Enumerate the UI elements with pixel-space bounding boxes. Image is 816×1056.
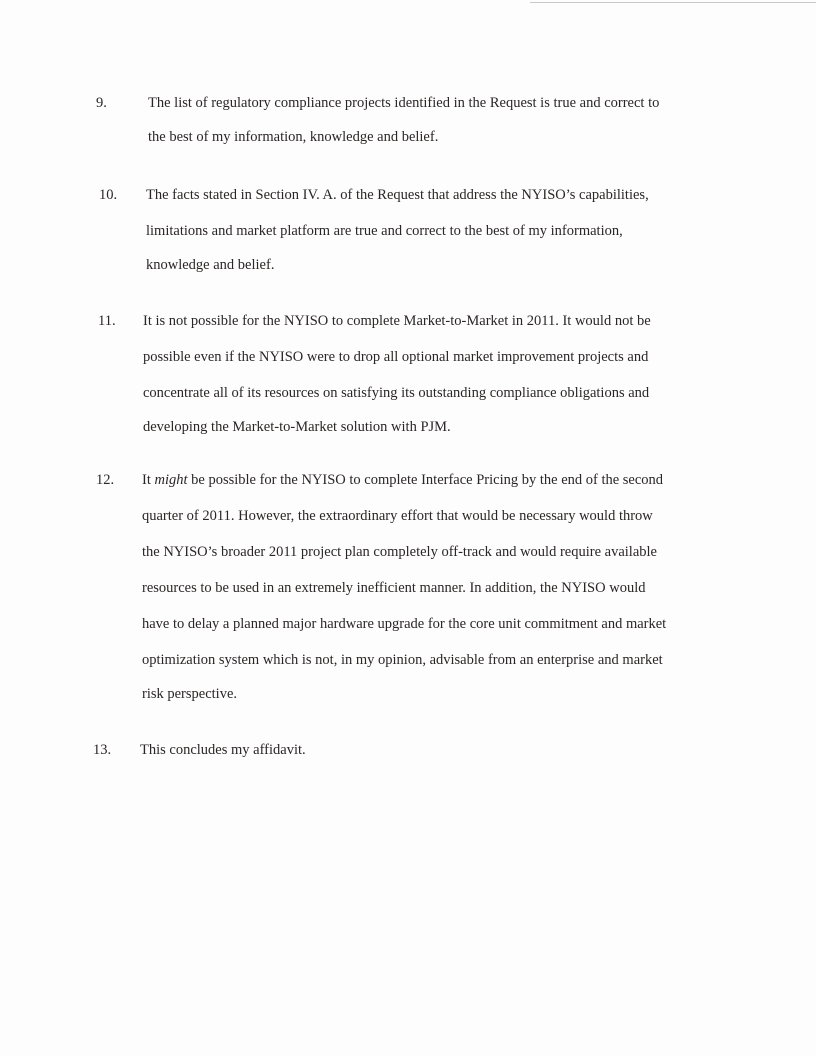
paragraph-line: resources to be used in an extremely inefficient manner. In addition, the NYISO would bbox=[142, 580, 646, 596]
paragraph-line: The facts stated in Section IV. A. of the Request that address the NYISO’s capabilities, bbox=[146, 187, 649, 203]
paragraph-line: quarter of 2011. However, the extraordinary effort that would be necessary would throw bbox=[142, 508, 653, 524]
paragraph-line: This concludes my affidavit. bbox=[140, 742, 306, 758]
paragraph-line: the best of my information, knowledge and belief. bbox=[148, 129, 439, 145]
paragraph-line: possible even if the NYISO were to drop all optional market improvement projects and bbox=[143, 349, 649, 365]
paragraph-number: 11. bbox=[98, 313, 116, 329]
paragraph-line: concentrate all of its resources on satisfying its outstanding compliance obligations and bbox=[143, 385, 650, 401]
paragraph-line: It is not possible for the NYISO to complete Market-to-Market in 2011. It would not be bbox=[143, 313, 651, 329]
paragraph-line: developing the Market-to-Market solution with PJM. bbox=[143, 419, 451, 435]
line-text: It bbox=[142, 472, 155, 488]
paragraph-line: optimization system which is not, in my opinion, advisable from an enterprise and market bbox=[142, 652, 663, 668]
paragraph-line: The list of regulatory compliance projects identified in the Request is true and correct to bbox=[148, 95, 660, 111]
paragraph-number: 13. bbox=[93, 742, 112, 758]
paragraph-line bbox=[142, 463, 663, 497]
paragraph-line: the NYISO’s broader 2011 project plan completely off-track and would require available bbox=[142, 544, 657, 560]
paragraph-number: 10. bbox=[99, 187, 118, 203]
line-text: be possible for the NYISO to complete Interface Pricing by the end of the second bbox=[187, 472, 664, 488]
scan-edge-line bbox=[530, 2, 816, 3]
paragraph-line: knowledge and belief. bbox=[146, 257, 275, 273]
paragraph-line: limitations and market platform are true and correct to the best of my information, bbox=[146, 223, 623, 239]
paragraph-number: 12. bbox=[96, 472, 115, 488]
paragraph-number: 9. bbox=[96, 95, 107, 111]
paragraph-line: have to delay a planned major hardware upgrade for the core unit commitment and market bbox=[142, 616, 667, 632]
paragraph-line: risk perspective. bbox=[142, 686, 238, 702]
emphasis-text: might bbox=[154, 472, 188, 488]
